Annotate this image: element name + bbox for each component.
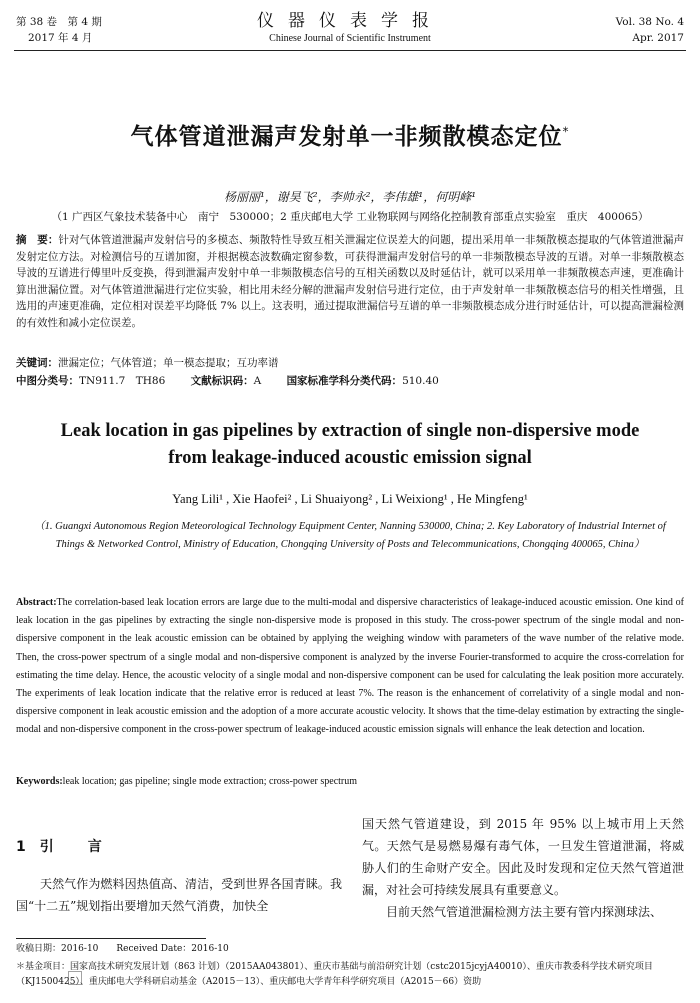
paper-title-cn — [0, 118, 700, 151]
volume-cn: 第 38 卷 第 4 期 — [16, 16, 102, 28]
abstract-en — [16, 594, 684, 740]
subject-value: 510.40 — [402, 375, 439, 387]
journal-name-en: Chinese Journal of Scientific Instrument — [269, 33, 431, 44]
doc-label: 文献标识码： — [190, 375, 254, 387]
fund-footnote: ＊基金项目：国家高技术研究发展计划（863 计划）（2015AA043801）、重庆市基础与前沿研究计划（cstc2015jcyjA40010）、重庆市教委科学技术研究项目（KJ1500425）、重庆邮电大学科研启动基金（A2015－13）、重庆邮电大学青年科学研究项目（A2015－66）资助 — [16, 962, 653, 987]
clc-code — [16, 375, 165, 387]
keywords-cn-text: 泄漏定位；气体管道；单一模态提取；互功率谱 — [58, 357, 279, 369]
journal-name-cn: 仪器仪表学报 — [257, 11, 443, 31]
clc-value: TN911.7 TH86 — [79, 375, 166, 387]
abstract-cn — [16, 232, 684, 332]
section-title: 引言 — [39, 839, 136, 855]
watermark-logo — [68, 971, 84, 987]
footnote-divider — [16, 938, 206, 939]
abstract-en-text: The correlation-based leak location errors are large due to the multi-modal and dispersive characteristics of leakage-induced acoustic emission. One kind of leak location in the gas pipelines by extracting the single non-dispersive mode is proposed in this study. The cross-power spectrum of the single modal and non-dispersive component in the leak acoustic emission can be obtained by applying the weighing window with parameters of the wave number of the relative mode. Then, the cross-power spectrum of a single modal and non-dispersive component is analyzed by the inverse Fourier-transformed to acquire the cross-correlation for estimating the time delay. Hence, the acoustic velocity of a single modal and non-dispersive component can be used for calculating the leak position more accurately. The experiments of leak location indicate that the relative error is reduced at least 7%. The reason is the enhancement of correlativity of a single modal and non-dispersive component in leak acoustic emission and the adoption of a more accurate acoustic velocity. It shows that the time-delay estimation by extracting the single-modal and non-dispersive component in the cross-power spectrum of leakage-induced acoustic emission signals will enhance the leak detection and location. — [16, 597, 684, 736]
affiliation-en: （1. Guangxi Autonomous Region Meteorological Technology Equipment Center, Nanning 530000, China; 2. Key Laboratory of Industrial Internet of Things & Networked Control, Ministry of Education, Chongqing University of Posts and Telecommunications, Chongqing 400065, China） — [34, 521, 666, 550]
clc-label: 中图分类号： — [16, 375, 79, 387]
abstract-cn-label: 摘 要： — [16, 234, 59, 246]
watermark-box-icon — [68, 971, 82, 985]
title-footnote-mark: * — [562, 124, 570, 139]
body-paragraph: 目前天然气管道泄漏检测方法主要有管内探测球法、 — [386, 905, 663, 919]
date-cn: 2017 年 4 月 — [28, 32, 93, 44]
abstract-cn-text: 针对气体管道泄漏声发射信号的多模态、频散特性导致互相关泄漏定位误差大的问题，提出采用单一非频散模态提取的气体管道泄漏声发射定位方法。对检测信号的互谱加窗，并根据模态波数确定窗参数，可获得泄漏声发射信号的单一非频散模态导波的互谱。对单一非频散模态导波的互谱进行傅里叶反变换，得到泄漏声发射中单一非频散模态信号的互相关函数以及时延估计，就可以采用单一非频散模态声速，更准确计算出泄漏位置。对气体管道泄漏进行定位实验，相比用未经分解的泄漏声发射信号进行定位，由于声发射单一非频散模态信号的相关性增强，且选用的声速更准确，定位相对误差平均降低 7% 以上。这表明，通过提取泄漏信号互谱的单一非频散模态成分进行时延估计，可以提高泄漏检测的有效性和减小定位误差。 — [16, 234, 684, 329]
body-column-right — [362, 813, 684, 923]
title-cn-text: 气体管道泄漏声发射单一非频散模态定位 — [130, 124, 563, 150]
authors-en: Yang Lili¹ , Xie Haofei² , Li Shuaiyong² , Li Weixiong¹ , He Mingfeng¹ — [172, 492, 528, 506]
issue-info-en — [616, 14, 684, 46]
subject-code — [287, 375, 439, 387]
paper-title-en: Leak location in gas pipelines by extraction of single non-dispersive mode from leakage-induced acoustic emission signal — [60, 421, 640, 468]
keywords-en — [16, 776, 357, 787]
journal-name — [0, 10, 700, 46]
body-paragraph: 国天然气管道建设，到 2015 年 95% 以上城市用上天然气。天然气是易燃易爆有毒气体，一旦发生管道泄漏，将威胁人们的生命财产安全。因此及时发现和定位天然气管道泄漏，对社会可持续发展具有重要意义。 — [362, 817, 684, 897]
keywords-cn — [16, 355, 279, 370]
doc-code — [191, 375, 262, 387]
keywords-cn-label: 关键词： — [16, 357, 58, 369]
date-en: Apr. 2017 — [632, 32, 684, 44]
volume-en: Vol. 38 No. 4 — [615, 16, 684, 28]
keywords-en-label: Keywords: — [16, 776, 63, 787]
keywords-en-text: leak location; gas pipeline; single mode extraction; cross-power spectrum — [62, 776, 358, 787]
affiliation-cn: （1 广西区气象技术装备中心 南宁 530000；2 重庆邮电大学 工业物联网与网络化控制教育部重点实验室 重庆 400065） — [51, 211, 649, 223]
section-heading — [16, 836, 136, 856]
doc-value: A — [253, 375, 262, 387]
section-number: 1 — [16, 839, 26, 855]
received-date: 收稿日期：2016-10 Received Date：2016-10 — [16, 944, 229, 954]
classification-cn — [16, 373, 684, 388]
subject-label: 国家标准学科分类代码： — [286, 375, 403, 387]
header-divider — [14, 50, 686, 51]
abstract-en-label: Abstract: — [16, 597, 57, 608]
authors-cn: 杨丽丽¹，谢昊飞²，李帅永²，李伟雄¹，何明峰¹ — [223, 190, 477, 204]
body-column-left: 天然气作为燃料因热值高、清洁，受到世界各国青睐。我国“十二五”规划指出要增加天然气消费，加快全 — [16, 877, 342, 913]
